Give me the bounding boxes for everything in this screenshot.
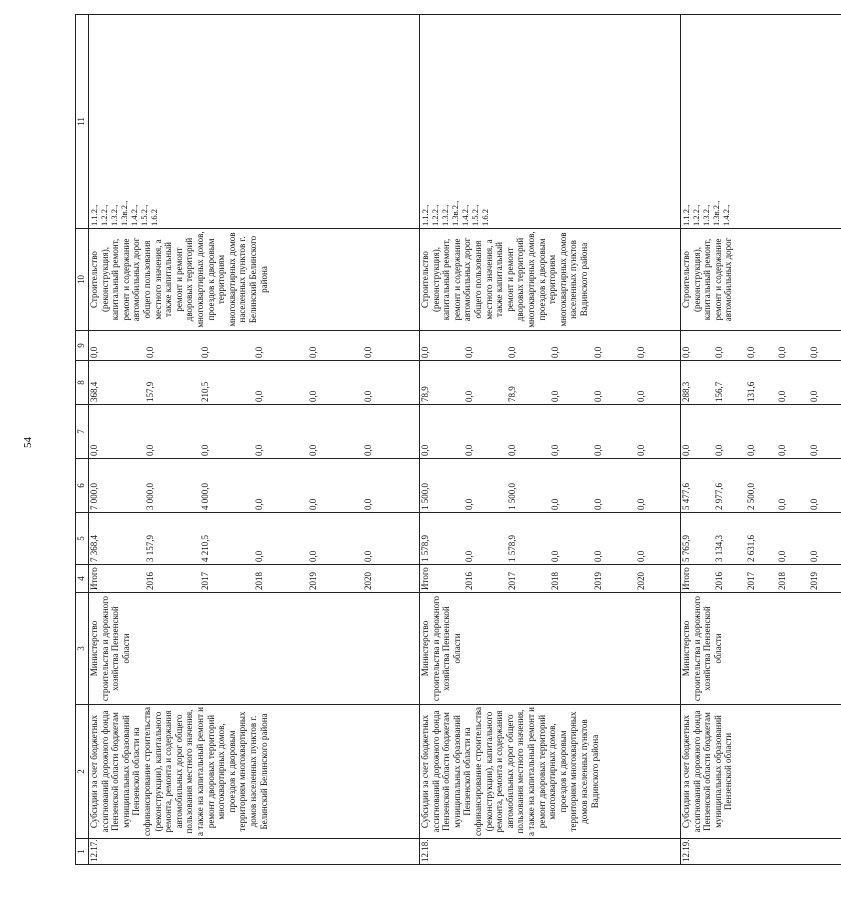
col-header-11: 11	[76, 15, 89, 229]
cell-c7: 0,0	[636, 405, 681, 459]
cell-c6: 2 500,0	[746, 459, 778, 513]
cell-c7: 0,0	[550, 405, 593, 459]
row-description: Субсидии за счет бюджетных ассигнований дорожного фонда Пензенской области бюджетам муниципальных образований Пензенской области на софинансирование строительства (реконструкции), капитального ремонта, ремонта и содержания автомобильных дорог общего пользования местного значения, а также на капитальный ремонт и ремонт дворовых территорий многоквартирных домов, проездов к дворовым территориям многоквартирных домов населенных пунктов Вадинского района	[420, 705, 681, 839]
cell-c6: 0,0	[464, 459, 507, 513]
cell-c8: 0,0	[636, 361, 681, 405]
cell-c6: 0,0	[593, 459, 636, 513]
col-header-7: 7	[76, 405, 89, 459]
table-row	[681, 15, 714, 865]
cell-c8: 157,9	[145, 361, 199, 405]
cell-c5: 5 765,9	[681, 513, 714, 565]
cell-c6: 0,0	[636, 459, 681, 513]
page-number: 54	[22, 437, 34, 448]
cell-c7: 0,0	[681, 405, 714, 459]
code-line: 1.2.2.,	[99, 204, 109, 226]
code-line: 1.1.2.,	[420, 204, 430, 226]
cell-c7: 0,0	[420, 405, 465, 459]
cell-years: Итого	[420, 565, 465, 593]
row-result: Строительство (реконструкция), капитальный ремонт, ремонт и содержание автомобильных дорог общего пользования местного значения, а также капитальный ремонт и ремонт дворовых территорий многоквартирных домов, проездов к дворовым территориям многоквартирных домов населенных пунктов Вадинского района	[420, 229, 681, 331]
cell-c9: 0,0	[420, 331, 465, 361]
cell-c5: 0,0	[593, 513, 636, 565]
cell-c8: 78,9	[420, 361, 465, 405]
code-line: 1.6.2	[480, 209, 490, 226]
cell-c9: 0,0	[308, 331, 362, 361]
code-line: 1.3в.2.,	[119, 200, 129, 226]
cell-c6: 0,0	[809, 459, 841, 513]
code-line: 1.1.2.,	[681, 204, 691, 226]
col-header-5: 5	[76, 513, 89, 565]
cell-c9: 0,0	[507, 331, 550, 361]
cell-c7: 0,0	[746, 405, 778, 459]
row-executor: Министерство строительства и дорожного хозяйства Пензенской области	[89, 593, 420, 705]
code-line: 1.4.2.,	[129, 204, 139, 226]
cell-c8: 0,0	[363, 361, 420, 405]
cell-c6: 0,0	[254, 459, 308, 513]
cell-c7: 0,0	[809, 405, 841, 459]
cell-c6: 4 000,0	[200, 459, 254, 513]
cell-c8: 0,0	[308, 361, 362, 405]
code-line: 1.6.2	[149, 209, 159, 226]
cell-years: Итого	[681, 565, 714, 593]
row-number: 12.18.	[420, 839, 681, 865]
cell-years: 2019	[593, 565, 636, 593]
cell-c6: 1 500,0	[420, 459, 465, 513]
col-header-6: 6	[76, 459, 89, 513]
cell-c8: 0,0	[809, 361, 841, 405]
cell-c5: 0,0	[809, 513, 841, 565]
cell-c9: 0,0	[550, 331, 593, 361]
cell-c9: 0,0	[363, 331, 420, 361]
cell-c6: 5 477,6	[681, 459, 714, 513]
cell-c9: 0,0	[746, 331, 778, 361]
code-line: 1.4.2.,	[460, 204, 470, 226]
header-row	[76, 15, 89, 865]
cell-c6: 0,0	[777, 459, 809, 513]
row-result: Строительство (реконструкция), капитальный ремонт, ремонт и содержание автомобильных дорог	[681, 229, 841, 331]
cell-years: 2017	[507, 565, 550, 593]
cell-c7: 0,0	[89, 405, 146, 459]
cell-c5: 1 578,9	[420, 513, 465, 565]
cell-c8: 131,6	[746, 361, 778, 405]
row-codes	[89, 15, 420, 229]
code-line: 1.3в.2.,	[711, 200, 721, 226]
cell-c8: 156,7	[714, 361, 746, 405]
cell-c9: 0,0	[681, 331, 714, 361]
table-row	[89, 15, 146, 865]
code-line: 1.5.2.,	[139, 204, 149, 226]
cell-c9: 0,0	[464, 331, 507, 361]
cell-c6: 0,0	[550, 459, 593, 513]
cell-c5: 3 134,3	[714, 513, 746, 565]
col-header-3: 3	[76, 593, 89, 705]
cell-c7: 0,0	[593, 405, 636, 459]
cell-c6: 0,0	[363, 459, 420, 513]
cell-c7: 0,0	[777, 405, 809, 459]
cell-c5: 0,0	[254, 513, 308, 565]
cell-c5: 0,0	[363, 513, 420, 565]
code-line: 1.3.2.,	[440, 204, 450, 226]
cell-c9: 0,0	[636, 331, 681, 361]
table-row	[420, 15, 465, 865]
cell-c6: 0,0	[308, 459, 362, 513]
cell-c5: 7 368,4	[89, 513, 146, 565]
cell-years: 2017	[200, 565, 254, 593]
cell-c7: 0,0	[254, 405, 308, 459]
row-codes	[420, 15, 681, 229]
cell-years: 2016	[145, 565, 199, 593]
cell-c9: 0,0	[714, 331, 746, 361]
col-header-10: 10	[76, 229, 89, 331]
col-header-2: 2	[76, 705, 89, 839]
cell-c8: 0,0	[777, 361, 809, 405]
cell-c5: 0,0	[464, 513, 507, 565]
cell-years: Итого	[89, 565, 146, 593]
code-line: 1.4.2.,	[721, 204, 731, 226]
cell-years: 2019	[308, 565, 362, 593]
cell-c5: 2 631,6	[746, 513, 778, 565]
cell-c5: 0,0	[636, 513, 681, 565]
cell-years: 2019	[809, 565, 841, 593]
cell-c7: 0,0	[464, 405, 507, 459]
cell-c7: 0,0	[714, 405, 746, 459]
row-executor: Министерство строительства и дорожного хозяйства Пензенской области	[681, 593, 841, 705]
program-table	[75, 14, 841, 865]
cell-years: 2018	[254, 565, 308, 593]
cell-c6: 2 977,6	[714, 459, 746, 513]
cell-c7: 0,0	[200, 405, 254, 459]
cell-c5: 4 210,5	[200, 513, 254, 565]
cell-c7: 0,0	[308, 405, 362, 459]
row-codes	[681, 15, 841, 229]
code-line: 1.5.2.,	[470, 204, 480, 226]
cell-c5: 0,0	[777, 513, 809, 565]
cell-c6: 7 000,0	[89, 459, 146, 513]
cell-c5: 3 157,9	[145, 513, 199, 565]
cell-c5: 0,0	[550, 513, 593, 565]
rotated-page	[75, 15, 820, 865]
cell-c8: 0,0	[550, 361, 593, 405]
code-line: 1.1.2.,	[89, 204, 99, 226]
cell-years: 2016	[714, 565, 746, 593]
col-header-4: 4	[76, 565, 89, 593]
cell-c8: 0,0	[254, 361, 308, 405]
row-executor: Министерство строительства и дорожного хозяйства Пензенской области	[420, 593, 681, 705]
cell-c9: 0,0	[809, 331, 841, 361]
cell-c7: 0,0	[363, 405, 420, 459]
code-line: 1.3.2.,	[701, 204, 711, 226]
cell-c9: 0,0	[593, 331, 636, 361]
cell-c7: 0,0	[507, 405, 550, 459]
row-number: 12.17.	[89, 839, 420, 865]
cell-c8: 288,3	[681, 361, 714, 405]
cell-c9: 0,0	[777, 331, 809, 361]
cell-c8: 210,5	[200, 361, 254, 405]
row-description: Субсидии за счет бюджетных ассигнований дорожного фонда Пензенской области бюджетам муниципальных образований Пензенской области на софинансирование строительства (реконструкции), капитального ремонта, ремонта и содержания автомобильных дорог общего пользования местного значения, а также на капитальный ремонт и ремонт дворовых территорий многоквартирных домов, проездов к дворовым территориям многоквартирных домов населенных пунктов г. Белинский Белинского района	[89, 705, 420, 839]
row-result: Строительство (реконструкция), капитальный ремонт, ремонт и содержание автомобильных дорог общего пользования местного значения, а также капитальный ремонт и ремонт дворовых территорий многоквартирных домов, проездов к дворовым территориям многоквартирных домов населенных пунктов г. Белинский Белинского района	[89, 229, 420, 331]
cell-years: 2020	[363, 565, 420, 593]
cell-c9: 0,0	[200, 331, 254, 361]
cell-c9: 0,0	[89, 331, 146, 361]
cell-c8: 368,4	[89, 361, 146, 405]
cell-c6: 3 000,0	[145, 459, 199, 513]
cell-years: 2017	[746, 565, 778, 593]
cell-c9: 0,0	[254, 331, 308, 361]
cell-c8: 78,9	[507, 361, 550, 405]
row-number: 12.19.	[681, 839, 841, 865]
cell-years: 2016	[464, 565, 507, 593]
cell-c8: 0,0	[464, 361, 507, 405]
row-description: Субсидии за счет бюджетных ассигнований дорожного фонда Пензенской области бюджетам муниципальных образований Пензенской области	[681, 705, 841, 839]
col-header-9: 9	[76, 331, 89, 361]
cell-years: 2020	[636, 565, 681, 593]
cell-c7: 0,0	[145, 405, 199, 459]
cell-years: 2018	[550, 565, 593, 593]
cell-years: 2018	[777, 565, 809, 593]
code-line: 1.3в.2.,	[450, 200, 460, 226]
cell-c5: 1 578,9	[507, 513, 550, 565]
cell-c9: 0,0	[145, 331, 199, 361]
cell-c8: 0,0	[593, 361, 636, 405]
col-header-1: 1	[76, 839, 89, 865]
code-line: 1.2.2.,	[691, 204, 701, 226]
cell-c6: 1 500,0	[507, 459, 550, 513]
col-header-8: 8	[76, 361, 89, 405]
cell-c5: 0,0	[308, 513, 362, 565]
code-line: 1.2.2.,	[430, 204, 440, 226]
code-line: 1.3.2.,	[109, 204, 119, 226]
